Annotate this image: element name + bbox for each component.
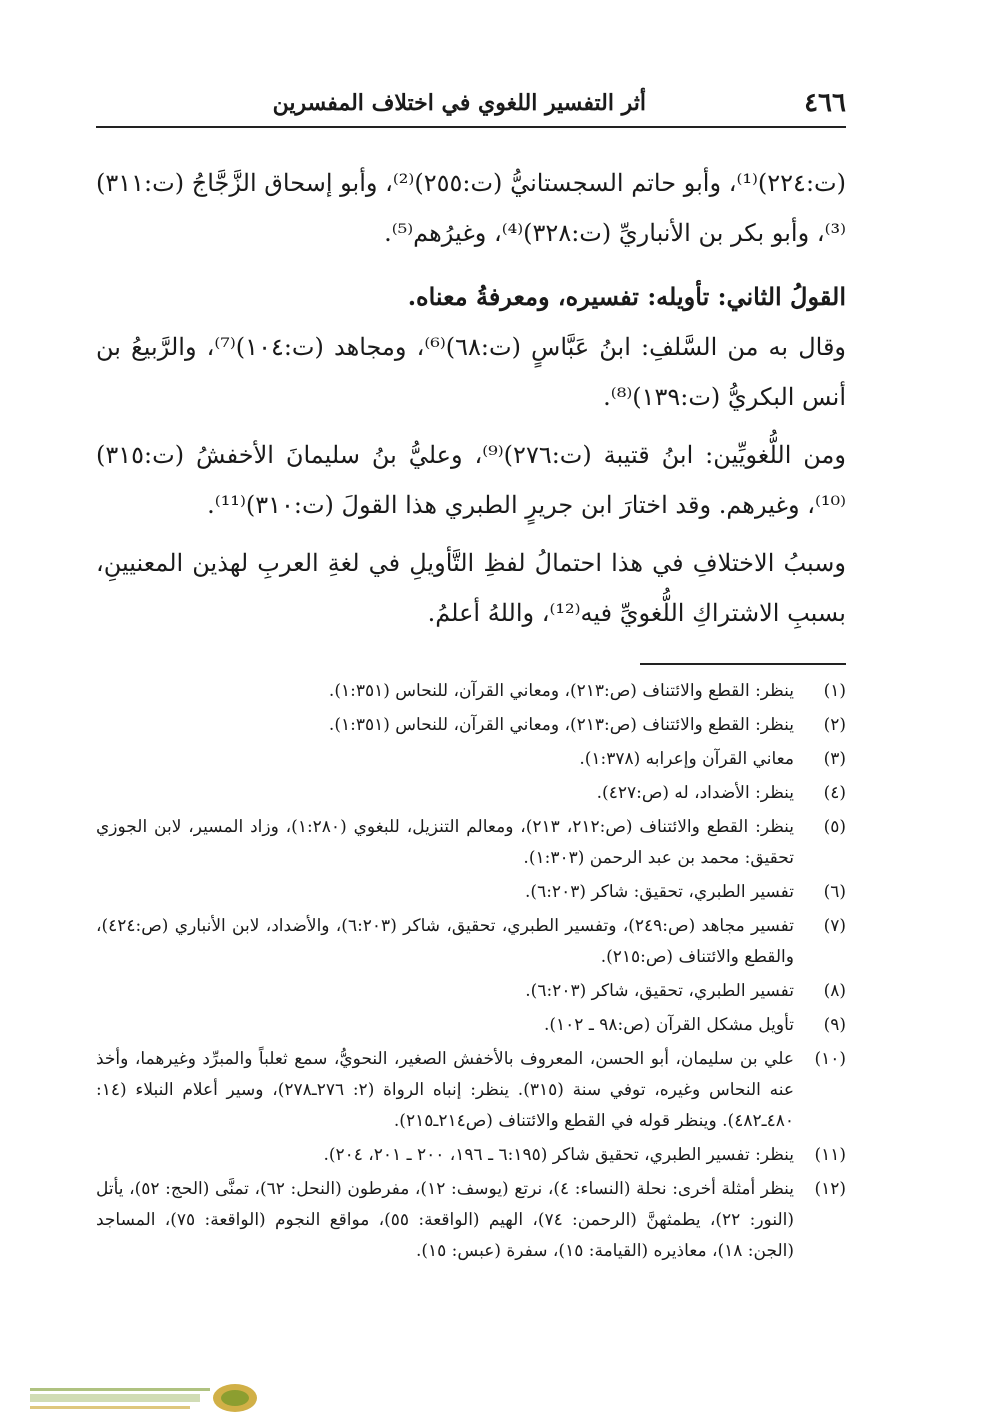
footnote — [96, 911, 846, 973]
paragraph-2: وقال به من السَّلفِ: ابنُ عَبَّاسٍ (ت:٦٨)⁽⁶⁾، ومجاهد (ت:١٠٤)⁽⁷⁾، والرَّبيعُ بن أنس البكريُّ (ت:١٣٩)⁽⁸⁾. — [96, 333, 847, 411]
paragraph-3: ومن اللُّغويِّين: ابنُ قتيبة (ت:٢٧٦)⁽⁹⁾، وعليُّ بنُ سليمانَ الأخفشُ (ت:٣١٥)⁽¹⁰⁾، وغيرهم. وقد اختارَ ابن جريرٍ الطبري هذا القولَ (ت:٣١٠)⁽¹¹⁾. — [96, 441, 846, 519]
footnote-text: تفسير الطبري، تحقيق: شاكر (٦:٢٠٣). — [525, 882, 794, 902]
footnotes — [96, 676, 846, 1267]
footnote-number: (٩) — [823, 1015, 846, 1035]
section-heading: القولُ الثاني: تأويله: تفسيره، ومعرفةُ معناه. — [407, 282, 846, 311]
footnote-text: ينظر: القطع والائتناف (ص:٢١٣)، ومعاني القرآن، للنحاس (١:٣٥١). — [328, 681, 794, 701]
footnote-text: ينظر أمثلة أخرى: نحلة (النساء: ٤)، نرتع (يوسف: ١٢)، مفرطون (النحل: ٦٢)، تمنَّى (الحج: ٥٢)، يأتل (النور: ٢٢)، يطمثهنَّ (الرحمن: ٧٤)، الهيم (الواقعة: ٥٥)، مواقع النجوم (الواقعة: ٧٥)، المساجد (الجن: ١٨)، معاذيره (القيامة: ١٥)، سفرة (عبس: ١٥). — [96, 1179, 794, 1261]
footnote-text: تفسير مجاهد (ص:٢٤٩)، وتفسير الطبري، تحقيق، شاكر (٦:٢٠٣)، والأضداد، لابن الأنباري (ص:٤٢٤)، والقطع والائتناف (ص:٢١٥). — [96, 916, 794, 967]
logo-mark-inner — [221, 1390, 249, 1406]
footnote-text: تفسير الطبري، تحقيق، شاكر (٦:٢٠٣). — [525, 981, 794, 1001]
footnote-text: ينظر: تفسير الطبري، تحقيق شاكر (٦:١٩٥ ـ ١٩٦، ٢٠٠ ـ ٢٠١، ٢٠٤). — [323, 1145, 794, 1165]
footnote-text: ينظر: القطع والائتناف (ص:٢١٢، ٢١٣)، ومعالم التنزيل، للبغوي (١:٢٨٠)، وزاد المسير، لابن الجوزي تحقيق: محمد بن عبد الرحمن (١:٣٠٣). — [96, 817, 795, 868]
footnote-number: (١) — [823, 681, 846, 701]
running-title: أثر التفسير اللغوي في اختلاف المفسرين — [272, 90, 646, 116]
logo-latin-line — [30, 1406, 190, 1409]
page-number: ٤٦٦ — [804, 88, 846, 118]
logo-wordmark-line — [30, 1388, 210, 1391]
footnote-number: (٣) — [823, 749, 846, 769]
footnote-separator — [640, 663, 846, 665]
footnote-text: ينظر: الأضداد، له (ص:٤٢٧). — [596, 783, 794, 803]
footnote — [96, 812, 846, 874]
page-header — [96, 84, 846, 124]
footnote — [96, 877, 846, 908]
footnote-number: (١٢) — [814, 1179, 846, 1199]
footnote-text: ينظر: القطع والائتناف (ص:٢١٣)، ومعاني القرآن، للنحاس (١:٣٥١). — [328, 715, 794, 735]
footnote — [96, 1174, 846, 1267]
footnote-text: علي بن سليمان، أبو الحسن، المعروف بالأخفش الصغير، النحويُّ، سمع ثعلباً والمبرِّد وغيرهما، وأخذ عنه النحاس وغيره، توفي سنة (٣١٥). ينظر: إنباه الرواة (٢: ٢٧٦ـ٢٧٨)، وسير أعلام النبلاء (١٤: ٤٨٠ـ٤٨٢). وينظر قوله في القطع والائتناف (ص٢١٤ـ٢١٥). — [96, 1049, 794, 1131]
footnote — [96, 778, 846, 809]
footnote-number: (٥) — [823, 817, 846, 837]
logo-wordmark-block — [30, 1394, 200, 1402]
header-rule — [96, 126, 846, 128]
footnote — [96, 976, 846, 1007]
footnote — [96, 676, 846, 707]
footnote-number: (١١) — [814, 1145, 846, 1165]
footnote-number: (٨) — [823, 981, 846, 1001]
footnote-text: معاني القرآن وإعرابه (١:٣٧٨). — [579, 749, 794, 769]
footnote — [96, 1010, 846, 1041]
footnote-number: (٦) — [823, 882, 846, 902]
footnote — [96, 1044, 846, 1137]
footnote-number: (٧) — [823, 916, 846, 936]
footnote-text: تأويل مشكل القرآن (ص:٩٨ ـ ١٠٢). — [544, 1015, 794, 1035]
footnote-number: (٢) — [823, 715, 846, 735]
tafsir-center-logo — [20, 1380, 260, 1414]
footnote — [96, 1140, 846, 1171]
main-text — [96, 158, 846, 638]
footnote — [96, 710, 846, 741]
footnote — [96, 744, 846, 775]
footnote-number: (٤) — [823, 783, 846, 803]
paragraph-4: وسببُ الاختلافِ في هذا احتمالُ لفظِ التَّأويلِ في لغةِ العربِ لهذين المعنيينِ، بسببِ الاشتراكِ اللُّغويِّ فيه⁽¹²⁾، واللهُ أعلمُ. — [96, 549, 846, 627]
paragraph-1: (ت:٢٢٤)⁽¹⁾، وأبو حاتم السجستانيُّ (ت:٢٥٥)⁽²⁾، وأبو إسحاق الزَّجَّاجُ (ت:٣١١)⁽³⁾، وأبو بكر بن الأنباريِّ (ت:٣٢٨)⁽⁴⁾، وغيرُهم⁽⁵⁾. — [96, 169, 846, 247]
footnote-number: (١٠) — [814, 1049, 846, 1069]
